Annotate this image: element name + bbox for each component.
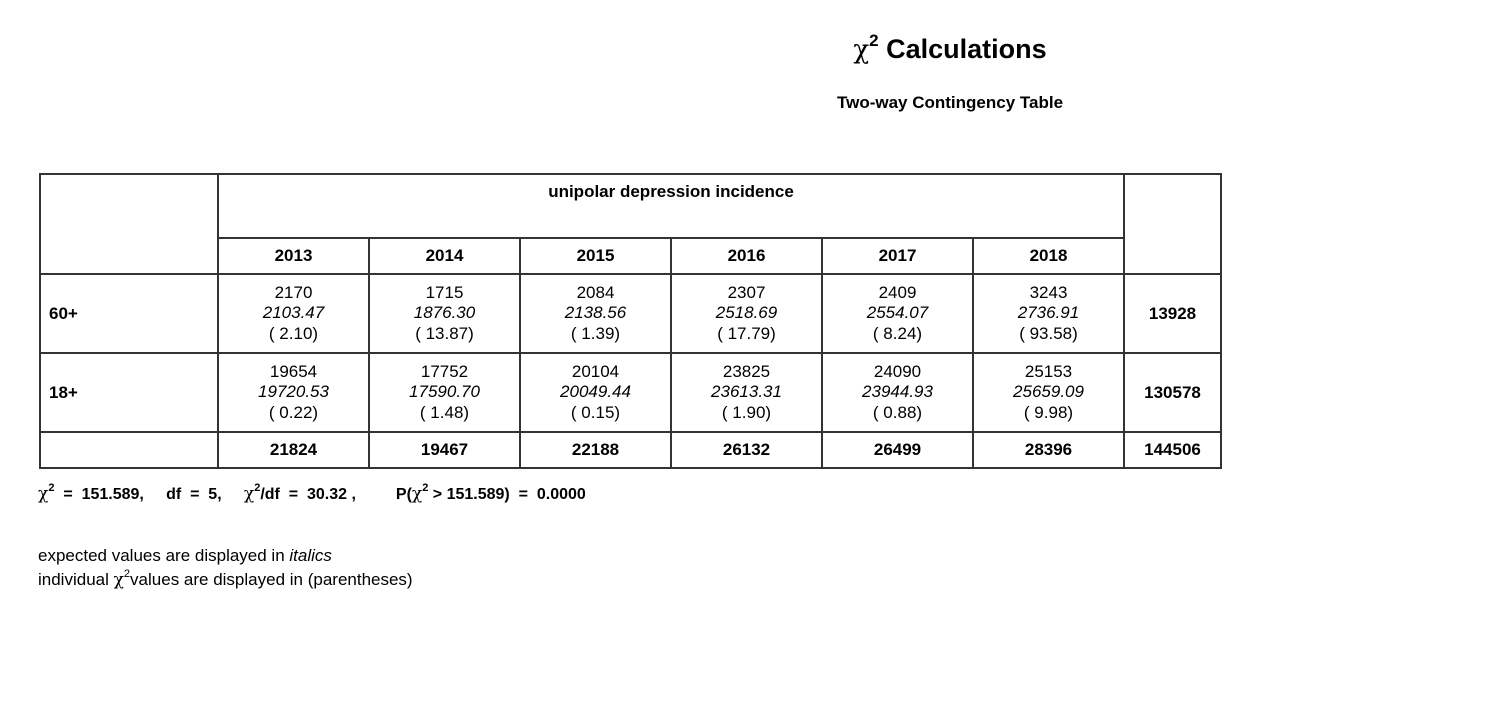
expected-value: 19720.53 — [258, 382, 329, 402]
chi-value: ( 1.90) — [721, 402, 772, 422]
row-label: 60+ — [40, 274, 218, 353]
chi-value: ( 2.10) — [268, 323, 319, 343]
chi-symbol: χ — [853, 35, 870, 65]
contingency-table — [39, 173, 1222, 469]
column-total: 26132 — [671, 432, 822, 468]
table-corner — [40, 174, 218, 274]
row-total: 13928 — [1124, 274, 1221, 353]
chi-square-summary — [38, 484, 586, 504]
table-cell — [671, 274, 822, 353]
column-total: 26499 — [822, 432, 973, 468]
chi-statistic: = 151.589, df = 5, — [54, 486, 244, 503]
column-header: 2015 — [520, 238, 671, 274]
observed-value: 2307 — [727, 282, 766, 302]
column-total: 28396 — [973, 432, 1124, 468]
page-title — [0, 31, 1508, 65]
observed-value: 19654 — [269, 361, 318, 381]
note-italics-word: italics — [289, 546, 332, 565]
expected-value: 23613.31 — [711, 382, 782, 402]
table-cell — [218, 353, 369, 432]
expected-value: 17590.70 — [409, 382, 480, 402]
column-total: 22188 — [520, 432, 671, 468]
observed-value: 25153 — [1024, 361, 1073, 381]
observed-value: 23825 — [722, 361, 771, 381]
table-cell — [218, 274, 369, 353]
table-cell — [822, 274, 973, 353]
note-expected: expected values are displayed in italics — [38, 546, 332, 565]
table-cell — [973, 274, 1124, 353]
expected-value: 2103.47 — [262, 303, 325, 323]
variable-header: unipolar depression incidence — [218, 174, 1124, 238]
p-value: > 151.589) = 0.0000 — [428, 486, 586, 503]
legend-notes — [38, 544, 413, 592]
observed-value: 3243 — [1029, 282, 1068, 302]
chi-superscript: 2 — [48, 482, 55, 494]
column-total: 21824 — [218, 432, 369, 468]
expected-value: 2138.56 — [564, 303, 627, 323]
chi-per-df: /df = 30.32 , P( — [260, 486, 412, 503]
grand-total: 144506 — [1124, 432, 1221, 468]
title-superscript: 2 — [869, 31, 879, 50]
chi-symbol: χ — [411, 484, 423, 504]
chi-symbol: χ — [113, 570, 124, 590]
table-cell — [520, 353, 671, 432]
table-cell — [822, 353, 973, 432]
table-cell — [973, 353, 1124, 432]
column-header: 2016 — [671, 238, 822, 274]
expected-value: 23944.93 — [862, 382, 933, 402]
chi-value: ( 1.48) — [419, 402, 470, 422]
table-row — [40, 274, 1221, 353]
table-cell — [520, 274, 671, 353]
row-total: 130578 — [1124, 353, 1221, 432]
page-subtitle: Two-way Contingency Table — [836, 93, 1064, 112]
chi-symbol: χ — [38, 484, 49, 504]
chi-value: ( 9.98) — [1023, 402, 1074, 422]
chi-value: ( 1.39) — [570, 323, 621, 343]
column-header: 2018 — [973, 238, 1124, 274]
table-cell — [369, 353, 520, 432]
expected-value: 25659.09 — [1013, 382, 1084, 402]
chi-superscript: 2 — [254, 482, 261, 494]
chi-value: ( 17.79) — [717, 323, 776, 343]
table-row — [40, 353, 1221, 432]
chi-value: ( 0.22) — [268, 402, 319, 422]
chi-value: ( 0.88) — [872, 402, 923, 422]
table-cell — [369, 274, 520, 353]
column-total: 19467 — [369, 432, 520, 468]
observed-value: 2084 — [576, 282, 615, 302]
chi-symbol: χ — [243, 484, 255, 504]
expected-value: 2736.91 — [1017, 303, 1080, 323]
observed-value: 17752 — [420, 361, 469, 381]
expected-value: 20049.44 — [560, 382, 631, 402]
observed-value: 2170 — [274, 282, 313, 302]
totals-row — [40, 432, 1221, 468]
chi-value: ( 93.58) — [1019, 323, 1078, 343]
expected-value: 2518.69 — [715, 303, 778, 323]
observed-value: 24090 — [873, 361, 922, 381]
chi-value: ( 13.87) — [415, 323, 474, 343]
chi-value: ( 8.24) — [872, 323, 923, 343]
column-header: 2013 — [218, 238, 369, 274]
row-label: 18+ — [40, 353, 218, 432]
observed-value: 2409 — [878, 282, 917, 302]
total-column-header — [1124, 174, 1221, 274]
table-cell — [671, 353, 822, 432]
totals-row-label — [40, 432, 218, 468]
expected-value: 2554.07 — [866, 303, 929, 323]
observed-value: 1715 — [425, 282, 464, 302]
column-header: 2014 — [369, 238, 520, 274]
chi-superscript: 2 — [422, 482, 429, 494]
expected-value: 1876.30 — [413, 303, 476, 323]
column-header: 2017 — [822, 238, 973, 274]
note-individual: individual $\chi^2values$ are displayed in (parentheses) — [38, 568, 413, 590]
chi-superscript: 2 — [123, 568, 131, 580]
chi-value: ( 0.15) — [570, 402, 621, 422]
title-text: Calculations — [886, 34, 1047, 64]
observed-value: 20104 — [571, 361, 620, 381]
